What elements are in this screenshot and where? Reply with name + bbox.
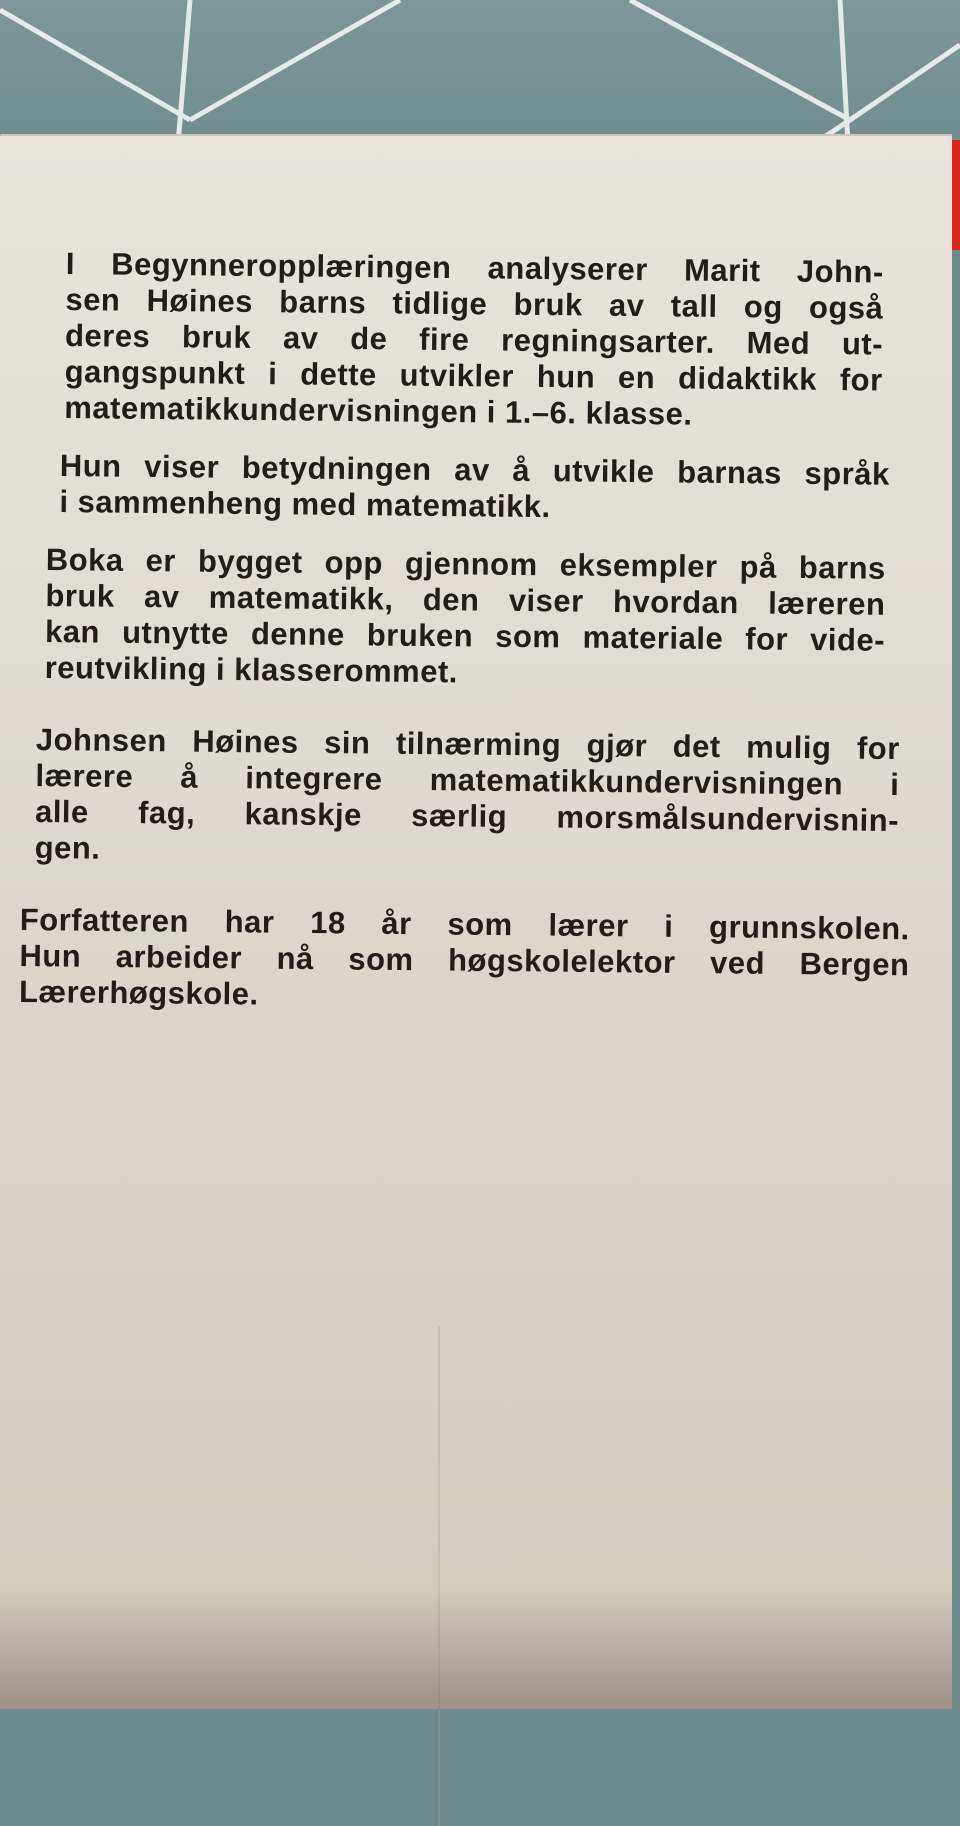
- book-back-cover: [0, 134, 952, 1709]
- blurb-line: alle fag, kanskje særlig morsmålsundervisnin-: [34, 793, 900, 839]
- blurb-line: Boka er bygget opp gjennom eksempler på barns: [45, 542, 886, 586]
- blurb-line: deres bruk av de fire regningsarter. Med ut-: [64, 317, 884, 362]
- cover-crease: [438, 1326, 440, 1826]
- blurb-line: bruk av matematikk, den viser hvordan læreren: [45, 577, 886, 622]
- blurb-line: Hun arbeider nå som høgskolelektor ved Bergen: [19, 937, 910, 983]
- blurb-line: Hun viser betydningen av å utvikle barnas språk: [59, 448, 890, 492]
- blurb-line: reutvikling i klasserommet.: [44, 649, 459, 690]
- blurb-line: gen.: [34, 829, 101, 866]
- blurb-line: Johnsen Høines sin tilnærming gjør det mulig for: [35, 722, 900, 767]
- blurb-line: gangspunkt i dette utvikler hun en didaktikk for: [64, 353, 883, 398]
- blurb-line: Lærerhøgskole.: [18, 973, 259, 1012]
- blurb-paragraph: [19, 902, 910, 1019]
- blurb-line: i sammenheng med matematikk.: [59, 483, 551, 525]
- blurb-line: Forfatteren har 18 år som lærer i grunnskolen.: [19, 902, 910, 947]
- blurb-line: matematikkundervisningen i 1.–6. klasse.: [64, 389, 693, 432]
- blurb-paragraph: [59, 448, 890, 529]
- blurb-line: I Begynneropplæringen analyserer Marit John-: [65, 246, 884, 290]
- blurb-paragraph: [44, 542, 885, 695]
- blurb-line: lærere å integrere matematikkundervisningen i: [35, 757, 900, 803]
- blurb-paragraph: [64, 246, 884, 435]
- blurb-line: kan utnytte denne bruken som materiale for vide-: [44, 613, 886, 658]
- blurb-paragraph: [34, 722, 899, 875]
- blurb-line: sen Høines barns tidlige bruk av tall og også: [65, 281, 884, 326]
